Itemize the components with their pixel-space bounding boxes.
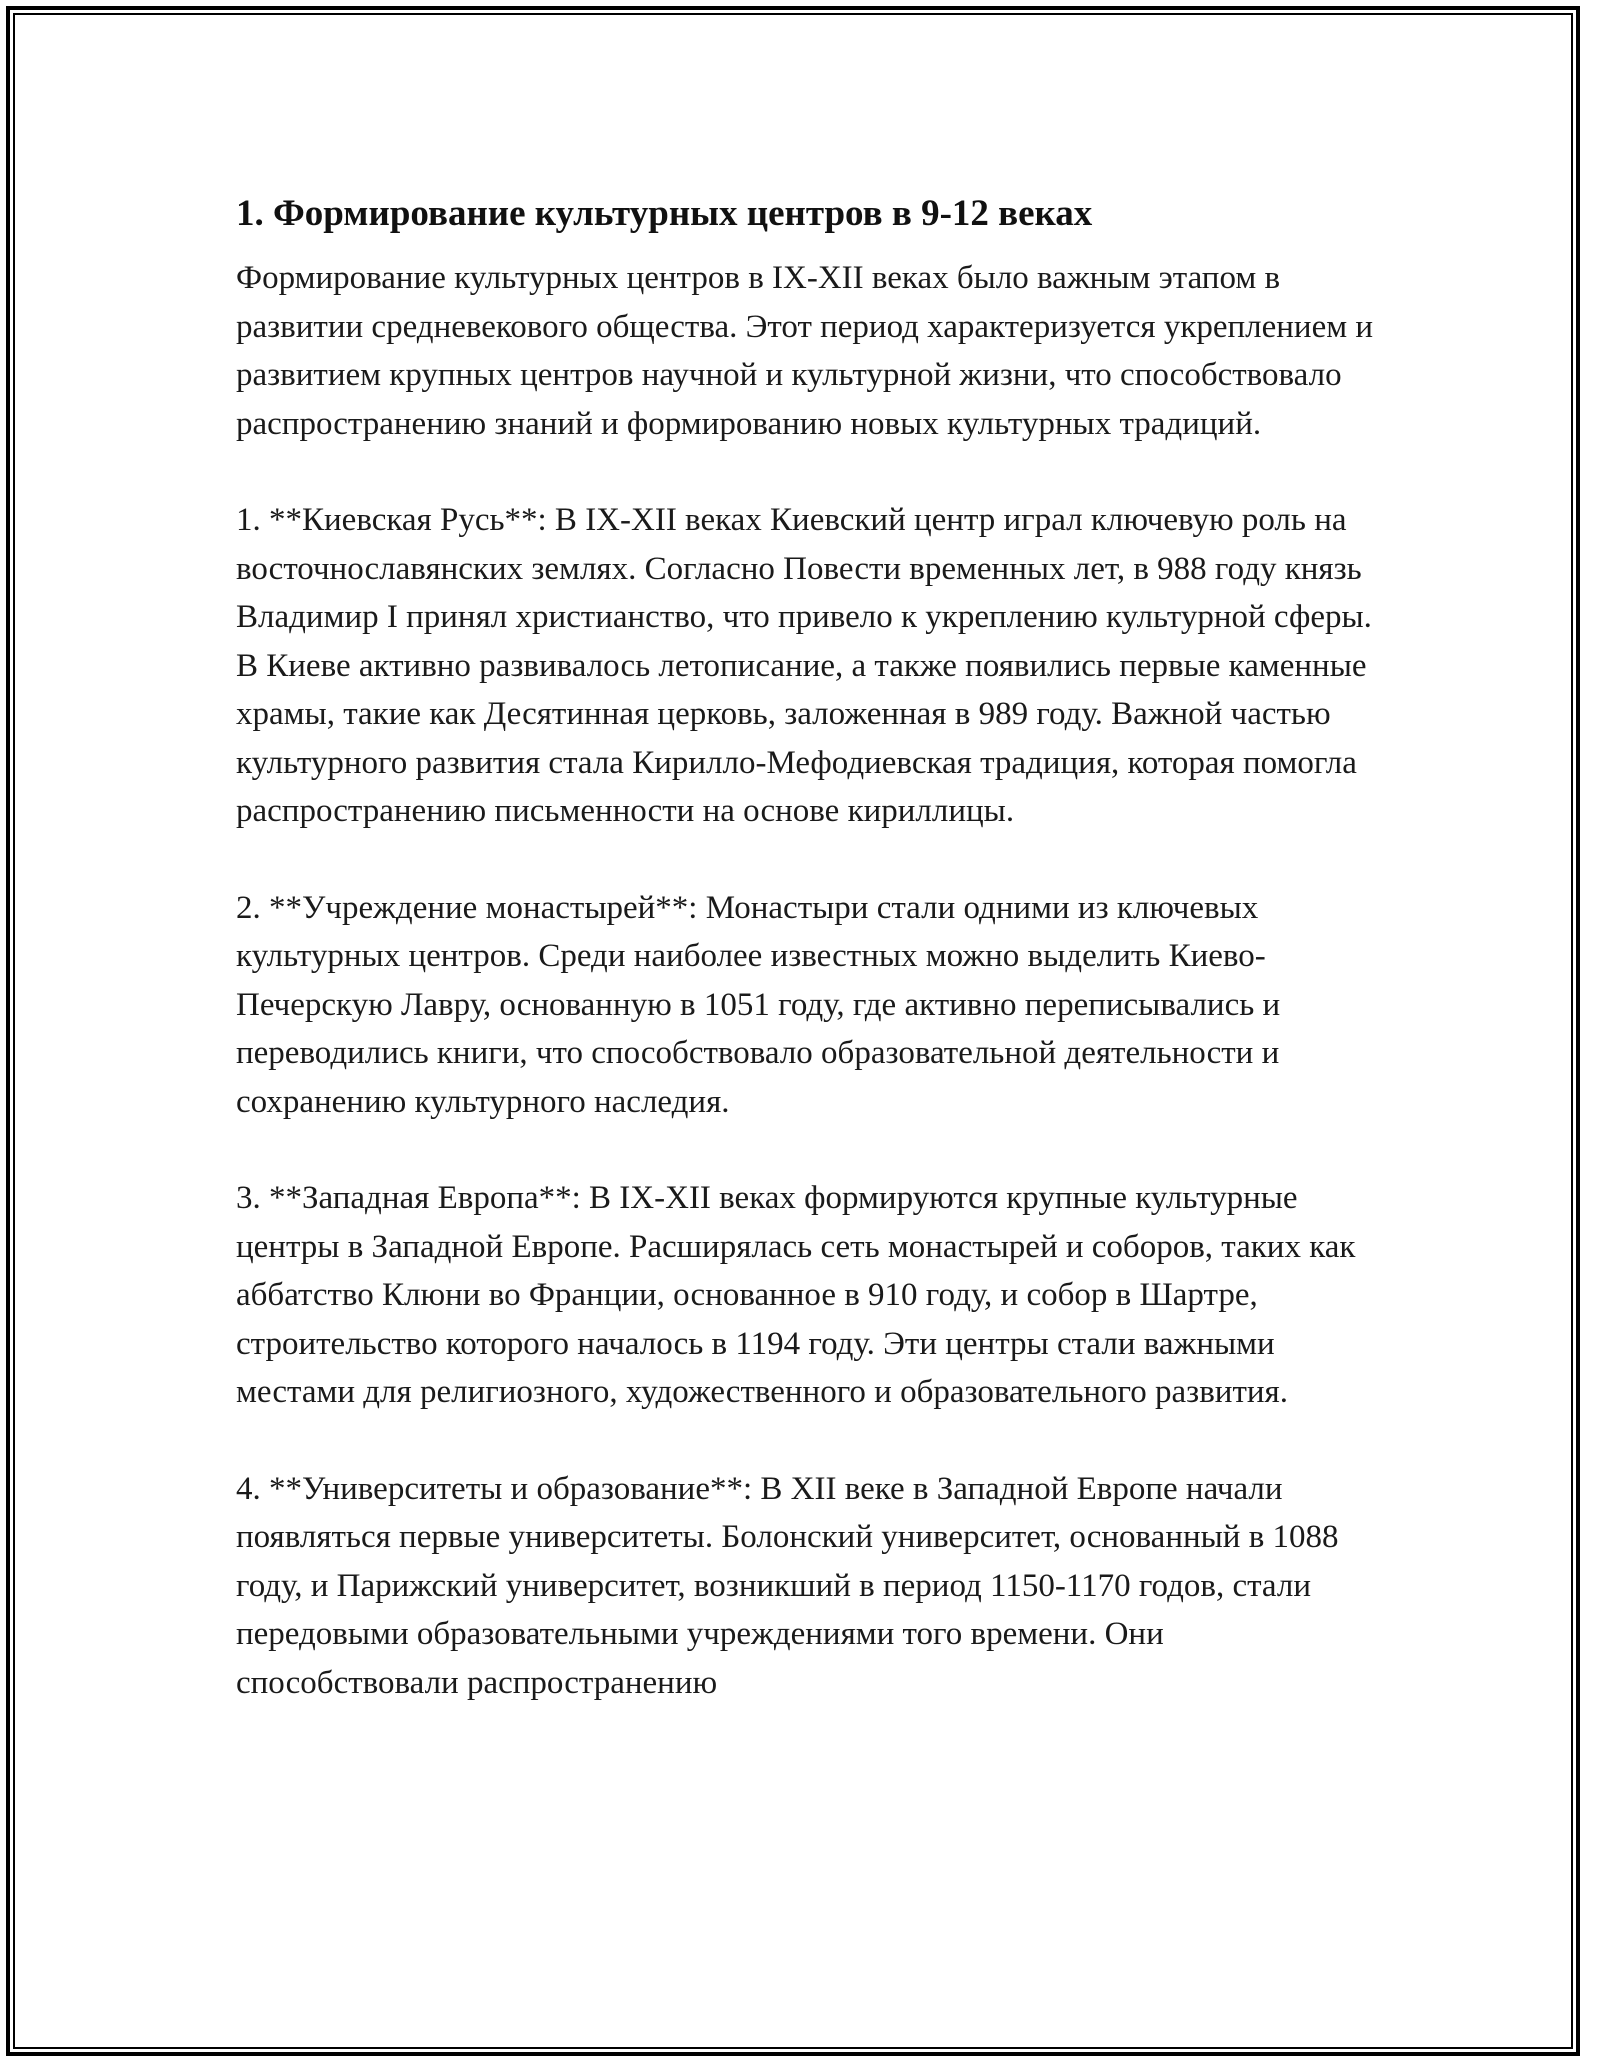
paragraph-monasteries: 2. **Учреждение монастырей**: Монастыри стали одними из ключевых культурных центров. Среди наиболее известных можно выделить Киево-Печерскую Лавру, основанную в 1051 году, где активно переписывались и переводились книги, что способствовало образовательной деятельности и сохранению культурного наследия. (236, 889, 1281, 1120)
paragraph-kievan-rus: 1. **Киевская Русь**: В IX-XII веках Киевский центр играл ключевую роль на восточнославянских землях. Согласно Повести временных лет, в 988 году князь Владимир I принял христианство, что привело к укреплению культурной сферы. В Киеве активно развивалось летописание, а также появились первые каменные храмы, такие как Десятинная церковь, заложенная в 989 году. Важной частью культурного развития стала Кирилло-Мефодиевская традиция, которая помогла распространению письменности на основе кириллицы. (236, 502, 1372, 829)
paragraph-western-europe: 3. **Западная Европа**: В IX-XII веках формируются крупные культурные центры в Западной Европе. Расширялась сеть монастырей и соборов, таких как аббатство Клюни во Франции, основанное в 910 году, и собор в Шартре, строительство которого началось в 1194 году. Эти центры стали важными местами для религиозного, художественного и образовательного развития. (236, 1180, 1356, 1410)
section-heading: 1. Формирование культурных центров в 9-12 веках (236, 193, 1093, 234)
paragraph-universities: 4. **Университеты и образование**: В XII веке в Западной Европе начали появляться первые университеты. Болонский университет, основанный в 1088 году, и Парижский университет, возникший в период 1150-1170 годов, стали передовыми образовательными учреждениями того времени. Они способствовали распространению (236, 1470, 1339, 1701)
document-body (236, 188, 1376, 1755)
intro-paragraph: Формирование культурных центров в IX-XII веках было важным этапом в развитии средневекового общества. Этот период характеризуется укреплением и развитием крупных центров научной и культурной жизни, что способствовало распространению знаний и формированию новых культурных традиций. (236, 260, 1374, 442)
